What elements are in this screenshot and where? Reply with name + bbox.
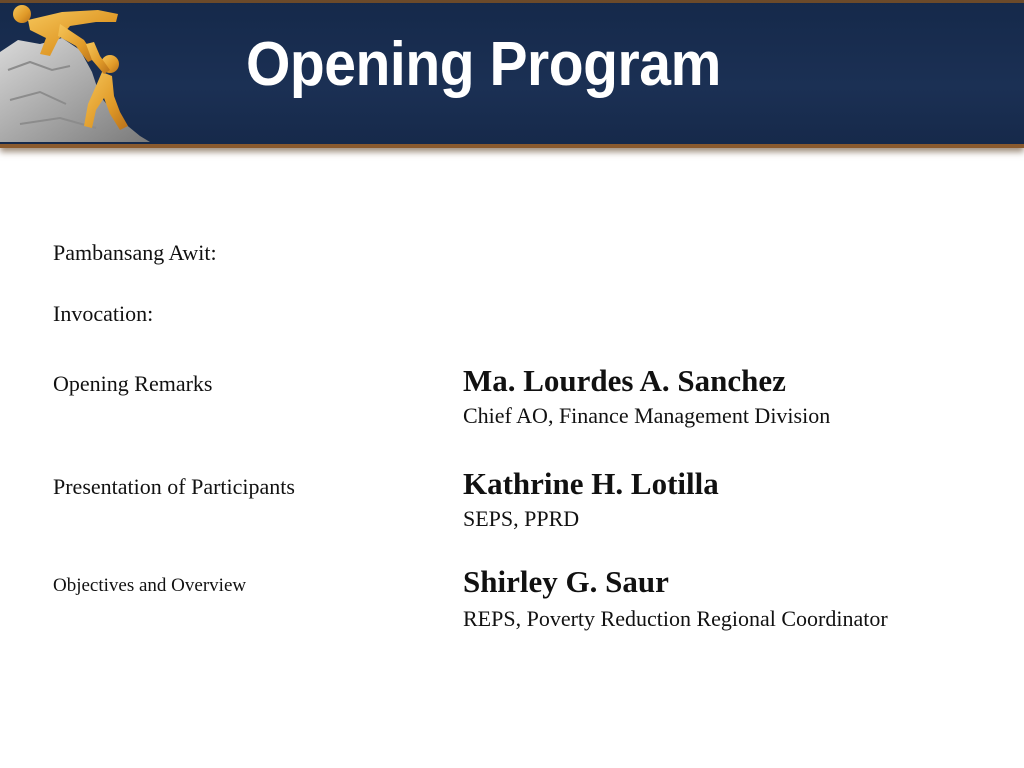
speaker-name-objectives: Shirley G. Saur <box>463 564 669 599</box>
program-label-objectives: Objectives and Overview <box>53 575 247 596</box>
speaker-role-opening-remarks: Chief AO, Finance Management Division <box>463 403 831 428</box>
speaker-role-objectives: REPS, Poverty Reduction Regional Coordinator <box>463 606 888 631</box>
speaker-role-presentation: SEPS, PPRD <box>463 506 580 531</box>
slide-title: Opening Program <box>246 30 721 99</box>
program-label-invocation: Invocation: <box>53 301 154 326</box>
program-label-anthem: Pambansang Awit: <box>53 240 217 265</box>
program-label-opening-remarks: Opening Remarks <box>53 371 213 396</box>
climbing-figures-icon <box>0 0 150 145</box>
speaker-name-opening-remarks: Ma. Lourdes A. Sanchez <box>463 363 786 398</box>
program-label-presentation: Presentation of Participants <box>53 474 295 499</box>
speaker-name-presentation: Kathrine H. Lotilla <box>463 466 719 501</box>
header-top-line <box>0 0 1024 3</box>
header-band <box>0 0 1024 148</box>
